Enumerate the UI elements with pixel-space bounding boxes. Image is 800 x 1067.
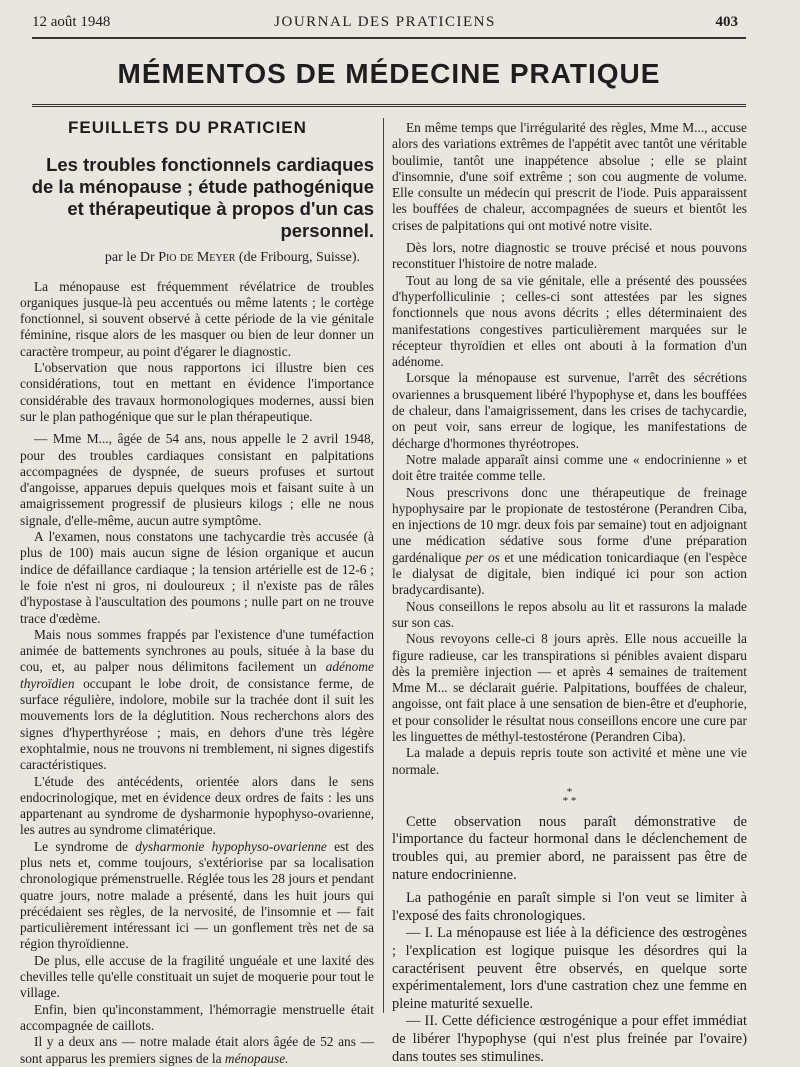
author-name: Pio de Meyer <box>158 250 236 266</box>
journal-name: JOURNAL DES PRATICIENS <box>274 14 496 30</box>
paragraph: Tout au long de sa vie génitale, elle a présenté des poussées d'hyperfolliculinie ; celles-ci sont attestées par les signes fonctionnels que nous avons décrits ; elles déterminaient des manifestations congestives particulièrement marquées sur le récepteur thyroïdien et elles ont abouti à la formation d'un adénome. <box>392 272 747 370</box>
paragraph: A l'examen, nous constatons une tachycardie très accusée (à plus de 100) mais aucun signe de lésion organique et aucun indice de défaillance cardiaque ; la tension artérielle est de 12-6 ; le foie n'est ni gros, ni douloureux ; il n'existe pas de râles d'hypostase à l'auscultation des poumons ; nulle part on ne trouve trace d'œdème. <box>20 529 374 626</box>
text-run: Il y a deux ans — notre malade était alors âgée de 52 ans — sont apparus les premiers signes de la <box>20 1034 374 1066</box>
text-run: et une médication tonicardiaque (en l'espèce le dialysat de digitale, bien indiqué ici pour son action bradycardisante). <box>392 549 748 598</box>
page-number: 403 <box>715 14 738 30</box>
case-report-paragraph: — Mme M..., âgée de 54 ans, nous appelle le 2 avril 1948, pour des troubles cardiaques consistant en palpitations accompagnées de dyspnée, de sueurs profuses et surtout d'angoisse, apparues depuis quelques mois et faisant suite à un amaigrissement progressif de plusieurs kilogs ; elle ne nous signale, d'elle-même, aucun autre symptôme. <box>20 431 374 528</box>
paragraph <box>20 627 374 774</box>
column-divider <box>383 118 384 1013</box>
section-separator <box>392 785 747 807</box>
paragraph <box>20 1034 374 1067</box>
emphasis: adénome thyroïdien <box>20 659 374 691</box>
article-title: Les troubles fonctionnels cardiaques de la ménopause ; étude pathogénique et thérapeutique à propos d'un cas personnel. <box>31 154 374 242</box>
text-run: Le syndrome de <box>34 838 136 854</box>
text-run: est des plus nets et, comme toujours, s'extériorise par sa localisation chronologique prémenstruelle. Réglée tous les 28 jours et pendant quatre jours, notre malade a présenté, dans les huit jours qui précédaient ses règles, de la nervosité, de l'insomnie et — fait particulièrement intéressant ici — un gonflement très net de sa région thyroïdienne. <box>20 838 374 952</box>
paragraph: Nous revoyons celle-ci 8 jours après. Elle nous accueille la figure radieuse, car les transpirations si pénibles avaient disparu dès la première injection — et après 4 semaines de traitement Mme M... se déclarait guérie. Palpitations, bouffées de chaleur, angoisse, ont fait place à une sensation de bien-être et d'euphorie, et pour consolider le résultat nous conseillons encore une cure par les linguettes de méthyl-testostérone (Perandren Ciba). <box>392 631 747 744</box>
paragraph: Dès lors, notre diagnostic se trouve précisé et nous pouvons reconstituer l'histoire de notre malade. <box>392 240 747 272</box>
main-title: MÉMENTOS DE MÉDECINE PRATIQUE <box>117 58 661 89</box>
author-place: (de Fribourg, Suisse). <box>238 250 360 266</box>
paragraph <box>392 485 747 599</box>
title-rule <box>32 104 746 107</box>
byline-prefix: par le Dr <box>104 250 155 266</box>
paragraph: La pathogénie en paraît simple si l'on veut se limiter à l'exposé des faits chronologiques. <box>392 890 747 924</box>
paragraph: En même temps que l'irrégularité des règles, Mme M..., accuse alors des variations extrêmes de l'appétit avec tantôt une véritable boulimie, tantôt une inappétence absolue ; elle se plaint d'insomnie, d'une soif extrême ; son cou augmente de volume. Elle consulte un médecin qui prescrit de l'iode. Puis apparaissent les bouffées de chaleur, accompagnées de sueurs et bientôt les crises de palpitations qui ont motivé notre visite. <box>392 120 747 233</box>
paragraph: Enfin, bien qu'inconstamment, l'hémorragie menstruelle était accompagnée de caillots. <box>20 1001 374 1033</box>
section-title: FEUILLETS DU PRATICIEN <box>68 118 307 137</box>
paragraph: Lorsque la ménopause est survenue, l'arrêt des sécrétions ovariennes a brusquement libéré l'hypophyse et, dans les bouffées de chaleur, dans l'amaigrissement, dans les crises de tachycardie, on peut voir, sans erreur de logique, les manifestations de décharge d'hormones thyréotropes. <box>392 370 747 451</box>
byline <box>20 250 360 266</box>
paragraph: Notre malade apparaît ainsi comme une « endocrinienne » et doit être traitée comme telle. <box>392 451 747 484</box>
paragraph: — II. Cette déficience œstrogénique a pour effet immédiat de libérer l'hypophyse (qui n'est plus freinée par l'ovaire) dans toutes ses stimulines. <box>392 1013 747 1065</box>
paragraph: De plus, elle accuse de la fragilité unguéale et une laxité des chevilles telle qu'elle constituait un sujet de moquerie pour tout le village. <box>20 952 374 1001</box>
running-header <box>32 12 738 36</box>
separator-stars-bottom: * * <box>562 794 577 807</box>
header-rule <box>32 37 746 39</box>
text-run: Nous prescrivons donc une thérapeutique de freinage hypophysaire par le propionate de testostérone (Perandren Ciba, en injections de 10 mgr. deux fois par semaine) tout en adjoignant une médication sédative sous forme d'une préparation gardénalique <box>392 484 747 565</box>
emphasis: per os <box>465 549 500 565</box>
paragraph: — I. La ménopause est liée à la déficience des œstrogènes ; l'explication est logique puisque les désordres qui la caractérisent peuvent être observés, en quelque sorte expérimentalement, lors d'une castration chez une femme en pleine maturité sexuelle. <box>392 925 747 1012</box>
text-run: occupant le lobe droit, de consistance ferme, de surface régulière, indolore, mobile sur la trachée dont il suit les mouvements lors de la déglutition. Nous recherchons alors des signes d'hyperthyréose ; mais, en dehors d'une très légère exophtalmie, nous ne trouvons ni tremblement, ni signes digestifs caractéristiques. <box>20 675 374 773</box>
paragraph: L'observation que nous rapportons ici illustre bien ces considérations, tout en mettant en évidence l'importance considérable des travaux hormonologiques modernes, aussi bien sur le plan pathogénique que sur le plan thérapeutique. <box>20 360 374 424</box>
paragraph: La ménopause est fréquemment révélatrice de troubles organiques jusque-là peu accentués ou même latents ; le cortège fonctionnel, si souvent observé à cette période de la vie génitale féminine, risque alors de les masquer ou bien de leur donner un caractère trompeur, au point d'égarer le diagnostic. <box>20 278 374 359</box>
paragraph: La malade a depuis repris toute son activité et mène une vie normale. <box>392 745 747 777</box>
separator-star-top: * <box>566 785 573 798</box>
paragraph: L'étude des antécédents, orientée alors dans le sens endocrinologique, met en évidence deux ordres de faits : les uns appartenant au syndrome de dysharmonie hypophyso-ovarienne, les autres au syndrome climatérique. <box>20 773 374 838</box>
paragraph <box>20 839 374 953</box>
text-run: Mais nous sommes frappés par l'existence d'une tuméfaction animée de battements synchrones au pouls, située à la base du cou, et, au palper nous délimitons facilement un <box>20 626 374 675</box>
issue-date: 12 août 1948 <box>32 14 111 30</box>
right-column <box>392 120 747 1066</box>
paragraph: Nous conseillons le repos absolu au lit et rassurons la malade sur son cas. <box>392 598 747 630</box>
left-column <box>20 116 374 1067</box>
emphasis: dysharmonie hypophyso-ovarienne <box>135 838 327 854</box>
emphasis: ménopause. <box>224 1050 289 1066</box>
paragraph: Cette observation nous paraît démonstrative de l'importance du facteur hormonal dans le déclenchement de troubles qui, au premier abord, ne paraissent pas être de nature endocrinienne. <box>392 813 747 883</box>
